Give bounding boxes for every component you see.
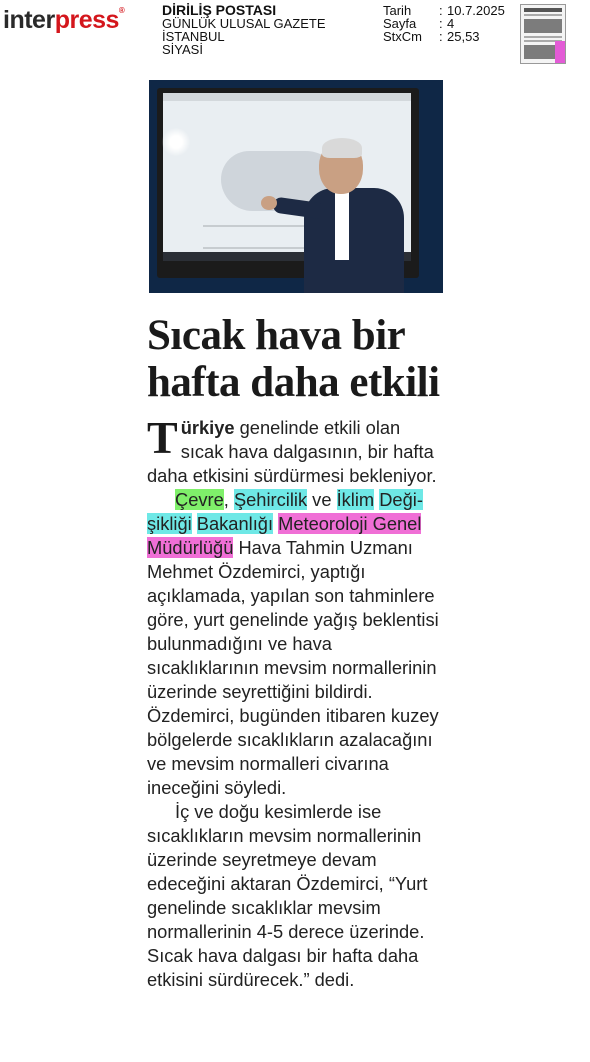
photo-screen-tabbar	[163, 93, 411, 101]
photo-light-flare	[161, 128, 191, 156]
registered-mark: ®	[118, 6, 125, 15]
paragraph-1	[147, 412, 445, 488]
meta-value: 25,53	[447, 29, 480, 44]
paragraph-text: ve	[307, 489, 337, 510]
thumb-headline	[524, 8, 562, 12]
highlight-keyword: Çevre	[175, 489, 224, 510]
article-body	[147, 412, 445, 992]
thumb-line	[524, 14, 562, 16]
highlight-keyword: Deği-şikliği	[147, 489, 423, 534]
highlight-keyword: Şehircilik	[233, 489, 308, 510]
publication-type: GÜNLÜK ULUSAL GAZETE	[162, 16, 326, 31]
meta-label: StxCm	[383, 29, 422, 44]
article-headline	[147, 312, 447, 406]
photo-person-hair	[322, 138, 362, 158]
photo-person-hand	[261, 196, 277, 210]
meta-sep: :	[439, 16, 443, 31]
thumb-line	[524, 36, 562, 38]
lead-word: ürkiye	[180, 417, 235, 438]
publication-info	[162, 4, 326, 56]
article-photo	[149, 80, 443, 293]
paragraph-2	[147, 488, 445, 800]
headline-line-1: Sıcak hava bir	[147, 312, 406, 359]
highlight-keyword: Meteoroloji Genel Müdürlüğü	[147, 513, 422, 558]
paragraph-text: Hava Tahmin Uzmanı Mehmet Özdemirci, yaptığı açıklamada, yapılan son tahminlere göre, yurt genelinde yağış beklentisi bulunmadığını ve hava sıcaklıklarının mevsim normallerinin üzerinde seyrettiğini bildirdi. Özdemirci, bugünden itibaren kuzey bölgelerde sıcaklıkların azalacağını ve mevsim normalleri civarına ineceğini söyledi.	[147, 537, 439, 798]
logo-text-inter: inter	[3, 6, 55, 34]
meta-label: Tarih	[383, 3, 412, 18]
paragraph-3: İç ve doğu kesimlerde ise sıcaklıkların mevsim normallerinin üzerinde seyretmeye devam edeceğini aktaran Özdemirci, “Yurt genelinde sıcaklıklar mevsim normallerinin 4-5 derece üzerinde. Sıcak hava dalgası bir hafta daha etkisini sürdürecek.” dedi.	[147, 801, 428, 990]
meta-label: Sayfa	[383, 16, 417, 31]
page-thumbnail[interactable]	[520, 4, 566, 64]
thumb-image	[524, 19, 562, 33]
highlight-keyword: İklim	[336, 489, 375, 510]
thumb-highlight-marker	[555, 41, 565, 63]
interpress-logo	[3, 6, 124, 35]
logo-text-press: press	[54, 6, 119, 34]
meta-sep: :	[439, 3, 443, 18]
publication-name: DİRİLİŞ POSTASI	[162, 2, 277, 18]
headline-line-2: hafta daha etkili	[147, 359, 440, 406]
highlight-keyword: Bakanlığı	[196, 513, 274, 534]
meta-sep: :	[439, 29, 443, 44]
meta-value: 4	[447, 16, 455, 31]
photo-person-shirt	[335, 190, 349, 260]
clipping-meta	[383, 4, 505, 43]
drop-cap: T	[147, 412, 178, 463]
meta-value: 10.7.2025	[447, 3, 505, 18]
paragraph-text: genelinde etkili olan sıcak hava dalgasının, bir hafta daha etkisini sürdürmesi bekleniyor.	[147, 417, 437, 486]
meta-row-stxcm	[383, 30, 505, 43]
publication-city: İSTANBUL	[162, 29, 225, 44]
publication-category: SİYASİ	[162, 42, 203, 57]
paragraph-text: ,	[223, 489, 234, 510]
